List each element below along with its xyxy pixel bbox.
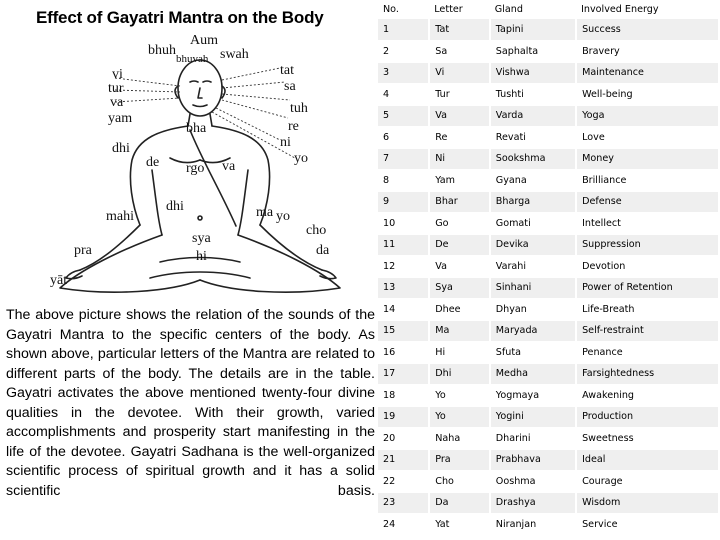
cell-letter: Tur [429, 84, 490, 106]
cell-gland: Tapini [490, 19, 576, 41]
cell-letter: De [429, 234, 490, 256]
table-row [378, 299, 719, 321]
table-row [378, 449, 719, 471]
cell-no: 10 [378, 213, 429, 235]
cell-gland: Dharini [490, 428, 576, 450]
label-hi: hi [196, 249, 207, 264]
cell-energy: Devotion [576, 256, 719, 278]
table-row [378, 62, 719, 84]
cell-gland: Sinhani [490, 277, 576, 299]
cell-letter: Ni [429, 148, 490, 170]
cell-no: 12 [378, 256, 429, 278]
cell-gland: Prabhava [490, 449, 576, 471]
label-vi: vi [112, 67, 123, 82]
cell-letter: Dhee [429, 299, 490, 321]
cell-letter: Yo [429, 385, 490, 407]
cell-energy: Brilliance [576, 170, 719, 192]
table-row [378, 277, 719, 299]
cell-letter: Va [429, 105, 490, 127]
label-sa: sa [284, 79, 296, 94]
cell-gland: Sfuta [490, 342, 576, 364]
cell-energy: Courage [576, 471, 719, 493]
table-row [378, 514, 719, 536]
label-yat: yāt [50, 273, 68, 288]
label-bha: bha [186, 121, 207, 136]
label-tur: tur [108, 81, 124, 96]
cell-gland: Tushti [490, 84, 576, 106]
cell-gland: Sookshma [490, 148, 576, 170]
cell-gland: Yogmaya [490, 385, 576, 407]
page-title: Effect of Gayatri Mantra on the Body [36, 8, 324, 27]
table-row [378, 105, 719, 127]
cell-letter: Go [429, 213, 490, 235]
label-mahi: mahi [106, 209, 134, 224]
label-re: re [288, 119, 299, 134]
cell-energy: Penance [576, 342, 719, 364]
cell-no: 18 [378, 385, 429, 407]
cell-no: 2 [378, 41, 429, 63]
cell-letter: Yam [429, 170, 490, 192]
cell-no: 17 [378, 363, 429, 385]
table-row [378, 234, 719, 256]
cell-no: 16 [378, 342, 429, 364]
label-dhi-mid: dhi [166, 199, 184, 214]
label-de: de [146, 155, 160, 170]
cell-gland: Gomati [490, 213, 576, 235]
cell-no: 13 [378, 277, 429, 299]
cell-no: 14 [378, 299, 429, 321]
label-ni: ni [280, 135, 291, 150]
cell-no: 5 [378, 105, 429, 127]
cell-letter: Yat [429, 514, 490, 536]
label-bhuh: bhuh [148, 43, 176, 58]
cell-letter: Pra [429, 449, 490, 471]
cell-no: 20 [378, 428, 429, 450]
cell-no: 19 [378, 406, 429, 428]
cell-energy: Maintenance [576, 62, 719, 84]
label-va-center: va [222, 159, 236, 174]
table-row [378, 428, 719, 450]
cell-energy: Intellect [576, 213, 719, 235]
header-no: No. [383, 4, 399, 15]
cell-gland: Drashya [490, 492, 576, 514]
label-aum: Aum [190, 33, 218, 48]
cell-energy: Sweetness [576, 428, 719, 450]
cell-letter: Hi [429, 342, 490, 364]
cell-no: 7 [378, 148, 429, 170]
table-header-row [378, 0, 719, 19]
cell-energy: Bravery [576, 41, 719, 63]
cell-gland: Niranjan [490, 514, 576, 536]
label-bhuvah: bhuvah [176, 53, 209, 65]
cell-gland: Devika [490, 234, 576, 256]
header-energy: Involved Energy [581, 4, 659, 15]
label-swah: swah [220, 47, 249, 62]
cell-gland: Revati [490, 127, 576, 149]
table-row [378, 213, 719, 235]
label-rgo: rgo [186, 161, 205, 176]
label-ma: ma [256, 205, 274, 220]
cell-letter: Bhar [429, 191, 490, 213]
cell-gland: Varahi [490, 256, 576, 278]
label-yo-mid: yo [276, 209, 290, 224]
cell-energy: Yoga [576, 105, 719, 127]
table-row [378, 363, 719, 385]
cell-no: 3 [378, 62, 429, 84]
cell-letter: Sa [429, 41, 490, 63]
gland-energy-table [378, 0, 720, 536]
cell-gland: Maryada [490, 320, 576, 342]
cell-gland: Saphalta [490, 41, 576, 63]
label-yam: yam [108, 111, 133, 126]
cell-energy: Defense [576, 191, 719, 213]
cell-letter: Da [429, 492, 490, 514]
cell-no: 22 [378, 471, 429, 493]
cell-letter: Sya [429, 277, 490, 299]
cell-energy: Money [576, 148, 719, 170]
description-paragraph: The above picture shows the relation of the sounds of the Gayatri Mantra to the specific centers of the body. As shown above, particular letters of the Mantra are related to different parts of the body. The details are in the table. Gayatri activates the above mentioned twenty-four divine qualities in the devotee. With their growth, varied accomplishments and prosperity start manifesting in the life of the devotee. Gayatri Sadhana is the well-organized scientific process of spiritual growth and it has a solid scientific basis. [6, 307, 375, 499]
cell-energy: Life-Breath [576, 299, 719, 321]
cell-no: 9 [378, 191, 429, 213]
label-yo-right: yo [294, 151, 308, 166]
cell-letter: Vi [429, 62, 490, 84]
table-row [378, 84, 719, 106]
header-gland: Gland [494, 4, 523, 15]
label-dhi: dhi [112, 141, 130, 156]
cell-gland: Medha [490, 363, 576, 385]
cell-energy: Self-restraint [576, 320, 719, 342]
cell-letter: Tat [429, 19, 490, 41]
label-va-left: va [110, 95, 124, 110]
table-row [378, 191, 719, 213]
cell-energy: Ideal [576, 449, 719, 471]
cell-no: 6 [378, 127, 429, 149]
cell-energy: Well-being [576, 84, 719, 106]
table-row [378, 148, 719, 170]
table-row [378, 320, 719, 342]
cell-letter: Ma [429, 320, 490, 342]
cell-energy: Wisdom [576, 492, 719, 514]
label-tuh: tuh [290, 101, 308, 116]
cell-letter: Va [429, 256, 490, 278]
cell-gland: Vishwa [490, 62, 576, 84]
label-tat: tat [280, 63, 294, 78]
cell-letter: Re [429, 127, 490, 149]
cell-no: 21 [378, 449, 429, 471]
cell-gland: Ooshma [490, 471, 576, 493]
cell-no: 15 [378, 320, 429, 342]
cell-energy: Power of Retention [576, 277, 719, 299]
cell-energy: Suppression [576, 234, 719, 256]
table-row [378, 385, 719, 407]
cell-letter: Cho [429, 471, 490, 493]
cell-letter: Dhi [429, 363, 490, 385]
table-row [378, 342, 719, 364]
cell-no: 11 [378, 234, 429, 256]
label-da: da [316, 243, 330, 258]
cell-no: 8 [378, 170, 429, 192]
table-row [378, 492, 719, 514]
cell-gland: Gyana [490, 170, 576, 192]
cell-energy: Love [576, 127, 719, 149]
cell-no: 1 [378, 19, 429, 41]
label-sya: sya [192, 231, 211, 246]
table-row [378, 170, 719, 192]
label-pra: pra [74, 243, 92, 258]
cell-energy: Farsightedness [576, 363, 719, 385]
cell-letter: Yo [429, 406, 490, 428]
table-row [378, 127, 719, 149]
table-row [378, 256, 719, 278]
header-letter: Letter [434, 4, 463, 15]
cell-gland: Bharga [490, 191, 576, 213]
cell-energy: Success [576, 19, 719, 41]
cell-energy: Awakening [576, 385, 719, 407]
cell-energy: Service [576, 514, 719, 536]
cell-gland: Yogini [490, 406, 576, 428]
cell-letter: Naha [429, 428, 490, 450]
cell-no: 24 [378, 514, 429, 536]
table-row [378, 471, 719, 493]
table-body [378, 19, 719, 535]
table-row [378, 19, 719, 41]
meditating-figure-diagram [40, 30, 365, 302]
cell-no: 4 [378, 84, 429, 106]
label-cho: cho [306, 223, 327, 238]
table-row [378, 406, 719, 428]
table-row [378, 41, 719, 63]
cell-no: 23 [378, 492, 429, 514]
gland-energy-table-container [378, 0, 720, 540]
cell-energy: Production [576, 406, 719, 428]
cell-gland: Varda [490, 105, 576, 127]
cell-gland: Dhyan [490, 299, 576, 321]
